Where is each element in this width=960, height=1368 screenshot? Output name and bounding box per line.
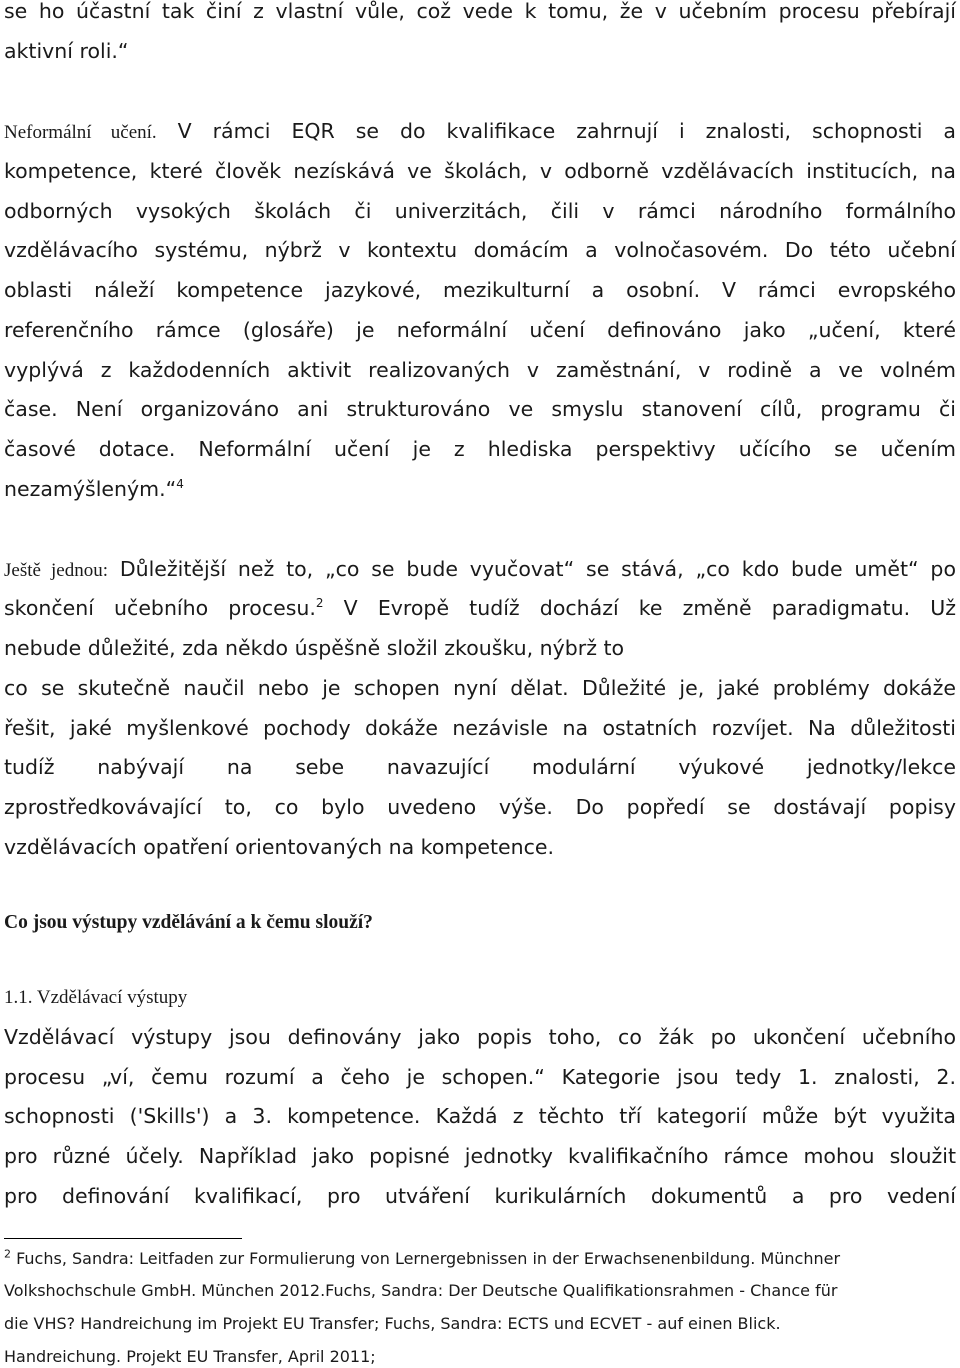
paragraph-text: V Evropě tudíž dochází ke změně paradigmatu. Už [323,596,956,620]
footnote-line: Handreichung. Projekt EU Transfer, April 2011; [4,1347,376,1366]
paragraph-line: se ho účastní tak činí z vlastní vůle, což vede k tomu, že v učebním procesu přebírají [4,0,956,23]
paragraph-line: oblasti náleží kompetence jazykové, mezikulturní a osobní. V rámci evropského [4,278,956,302]
paragraph-text: V rámci EQR se do kvalifikace zahrnují i znalosti, schopnosti a [177,119,956,143]
paragraph-text: Důležitější než to, „co se bude vyučovat“ se stává, „co kdo bude umět“ po [119,557,956,581]
paragraph-line: vyplývá z každodenních aktivit realizovaných v zaměstnání, v rodině a ve volném [4,358,956,382]
paragraph-line: Vzdělávací výstupy jsou definovány jako popis toho, co žák po ukončení učebního [4,1025,956,1049]
paragraph-line: pro definování kvalifikací, pro utváření kurikulárních dokumentů a pro vedení [4,1184,956,1208]
subsection-heading: 1.1. Vzdělávací výstupy [4,987,188,1008]
inline-label: Neformální učení. [4,122,157,143]
paragraph-line: čase. Není organizováno ani strukturováno ve smyslu stanovení cílů, programu či [4,397,956,421]
paragraph-line: referenčního rámce (glosáře) je neformální učení definováno jako „učení, které [4,318,956,342]
paragraph-line: pro různé účely. Například jako popisné jednotky kvalifikačního rámce mohou sloužit [4,1144,956,1168]
paragraph-line: zprostředkovávající to, co bylo uvedeno výše. Do popředí se dostávají popisy [4,795,956,819]
footnote-line: die VHS? Handreichung im Projekt EU Transfer; Fuchs, Sandra: ECTS und ECVET - auf einen Blick. [4,1314,781,1333]
footnote-divider [4,1238,242,1239]
section-heading: Co jsou výstupy vzdělávání a k čemu slouží? [4,912,373,933]
paragraph-line [4,594,956,622]
footnote-text: Fuchs, Sandra: Leitfaden zur Formulierung von Lernergebnissen in der Erwachsenenbildung. Münchner [11,1249,841,1268]
footnote-ref: 4 [176,477,184,492]
paragraph-line: odborných vysokých školách či univerzitách, čili v rámci národního formálního [4,199,956,223]
paragraph-text: skončení učebního procesu. [4,596,316,620]
inline-label: Ještě jednou: [4,560,108,581]
paragraph-line: procesu „ví, čemu rozumí a čeho je schopen.“ Kategorie jsou tedy 1. znalosti, 2. [4,1065,956,1089]
paragraph-line: aktivní roli.“ [4,39,129,63]
paragraph-line: co se skutečně naučil nebo je schopen nyní dělat. Důležité je, jaké problémy dokáže [4,676,956,700]
paragraph-line: schopnosti ('Skills') a 3. kompetence. Každá z těchto tří kategorií může být využita [4,1104,956,1128]
footnote-mark: 2 [4,1247,11,1261]
paragraph-line: časové dotace. Neformální učení je z hlediska perspektivy učícího se učením [4,437,956,461]
paragraph-text: nezamýšleným.“ [4,477,177,501]
paragraph-line: tudíž nabývají na sebe navazující modulární výukové jednotky/lekce [4,755,956,779]
paragraph-line [4,117,956,147]
paragraph-line: řešit, jaké myšlenkové pochody dokáže nezávisle na ostatních rozvíjet. Na důležitosti [4,716,956,740]
footnote-ref: 2 [315,596,324,611]
paragraph-line: kompetence, které člověk nezískává ve školách, v odborně vzdělávacích institucích, na [4,159,956,183]
paragraph-line [4,475,956,503]
paragraph-line: vzdělávacích opatření orientovaných na kompetence. [4,835,555,859]
footnote-line: Volkshochschule GmbH. München 2012.Fuchs, Sandra: Der Deutsche Qualifikationsrahmen - Chance für [4,1281,838,1300]
paragraph-line [4,555,956,585]
paragraph-line: vzdělávacího systému, nýbrž v kontextu domácím a volnočasovém. Do této učební [4,238,956,262]
footnote-line [4,1248,956,1270]
paragraph-line: nebude důležité, zda někdo úspěšně složil zkoušku, nýbrž to [4,636,625,660]
